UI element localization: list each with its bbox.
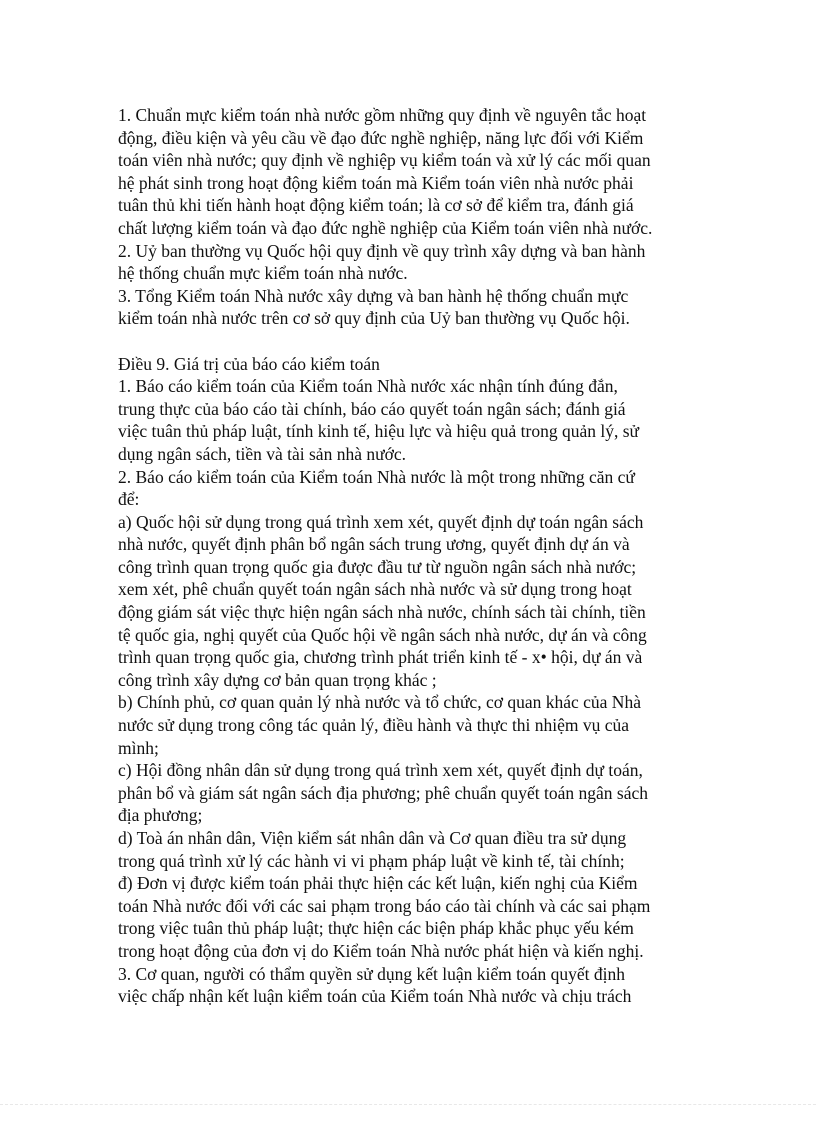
text-line: trung thực của báo cáo tài chính, báo cáo quyết toán ngân sách; đánh giá	[118, 398, 626, 419]
text-line: toán viên nhà nước; quy định về nghiệp vụ kiểm toán và xử lý các mối quan	[118, 150, 651, 171]
text-line: địa phương;	[118, 805, 203, 826]
text-line: công trình xây dựng cơ bản quan trọng khác ;	[118, 669, 437, 690]
text-line: đ) Đơn vị được kiểm toán phải thực hiện các kết luận, kiến nghị của Kiểm	[118, 873, 638, 894]
text-line: tệ quốc gia, nghị quyết của Quốc hội về ngân sách nhà nước, dự án và công	[118, 624, 647, 645]
text-line: việc chấp nhận kết luận kiểm toán của Kiểm toán Nhà nước và chịu trách	[118, 986, 632, 1007]
text-line: b) Chính phủ, cơ quan quản lý nhà nước và tổ chức, cơ quan khác của Nhà	[118, 692, 641, 713]
text-line: kiểm toán nhà nước trên cơ sở quy định của Uỷ ban thường vụ Quốc hội.	[118, 308, 630, 329]
text-line: việc tuân thủ pháp luật, tính kinh tế, hiệu lực và hiệu quả trong quản lý, sử	[118, 421, 640, 442]
text-line: công trình quan trọng quốc gia được đầu tư từ nguồn ngân sách nhà nước;	[118, 556, 637, 577]
page-bottom-rule	[0, 1104, 816, 1105]
article-heading: Điều 9. Giá trị của báo cáo kiểm toán	[118, 353, 380, 374]
text-line: 3. Tổng Kiểm toán Nhà nước xây dựng và ban hành hệ thống chuẩn mực	[118, 285, 629, 306]
text-line: phân bổ và giám sát ngân sách địa phương; phê chuẩn quyết toán ngân sách	[118, 782, 648, 803]
document-body	[118, 104, 718, 1008]
section-chuan-muc	[118, 104, 718, 330]
text-line: c) Hội đồng nhân dân sử dụng trong quá trình xem xét, quyết định dự toán,	[118, 760, 643, 781]
text-line: động, điều kiện và yêu cầu về đạo đức nghề nghiệp, năng lực đối với Kiểm	[118, 127, 644, 148]
text-line: 1. Chuẩn mực kiểm toán nhà nước gồm những quy định về nguyên tắc hoạt	[118, 105, 647, 125]
text-line: 2. Uỷ ban thường vụ Quốc hội quy định về quy trình xây dựng và ban hành	[118, 240, 646, 261]
text-line: a) Quốc hội sử dụng trong quá trình xem xét, quyết định dự toán ngân sách	[118, 511, 644, 532]
text-line: trình quan trọng quốc gia, chương trình phát triển kinh tế - x• hội, dự án và	[118, 647, 643, 668]
text-line: trong việc tuân thủ pháp luật; thực hiện các biện pháp khắc phục yếu kém	[118, 918, 634, 939]
text-line: nhà nước, quyết định phân bổ ngân sách trung ương, quyết định dự án và	[118, 534, 630, 555]
text-line: toán Nhà nước đối với các sai phạm trong báo cáo tài chính và các sai phạm	[118, 895, 651, 916]
text-line: d) Toà án nhân dân, Viện kiểm sát nhân dân và Cơ quan điều tra sử dụng	[118, 828, 627, 848]
text-line: để:	[118, 489, 140, 510]
text-line: trong hoạt động của đơn vị do Kiểm toán Nhà nước phát hiện và kiến nghị.	[118, 940, 644, 961]
text-line: hệ phát sinh trong hoạt động kiểm toán mà Kiểm toán viên nhà nước phải	[118, 172, 634, 193]
text-line: chất lượng kiểm toán và đạo đức nghề nghiệp của Kiểm toán viên nhà nước.	[118, 217, 653, 238]
text-line: 1. Báo cáo kiểm toán của Kiểm toán Nhà nước xác nhận tính đúng đắn,	[118, 376, 618, 397]
text-line: nước sử dụng trong công tác quản lý, điều hành và thực thi nhiệm vụ của	[118, 715, 630, 736]
text-line: động giám sát việc thực hiện ngân sách nhà nước, chính sách tài chính, tiền	[118, 602, 646, 623]
section-dieu-9	[118, 353, 718, 1008]
text-line: mình;	[118, 737, 159, 758]
text-line: tuân thủ khi tiến hành hoạt động kiểm toán; là cơ sở để kiểm tra, đánh giá	[118, 195, 634, 216]
text-line: hệ thống chuẩn mực kiểm toán nhà nước.	[118, 263, 408, 284]
text-line: 3. Cơ quan, người có thẩm quyền sử dụng kết luận kiểm toán quyết định	[118, 963, 625, 984]
text-line: xem xét, phê chuẩn quyết toán ngân sách nhà nước và sử dụng trong hoạt	[118, 579, 632, 600]
text-line: trong quá trình xử lý các hành vi vi phạm pháp luật về kinh tế, tài chính;	[118, 850, 625, 871]
text-line: 2. Báo cáo kiểm toán của Kiểm toán Nhà nước là một trong những căn cứ	[118, 466, 635, 487]
paragraph-spacer	[118, 330, 718, 353]
text-line: dụng ngân sách, tiền và tài sản nhà nước.	[118, 443, 406, 464]
